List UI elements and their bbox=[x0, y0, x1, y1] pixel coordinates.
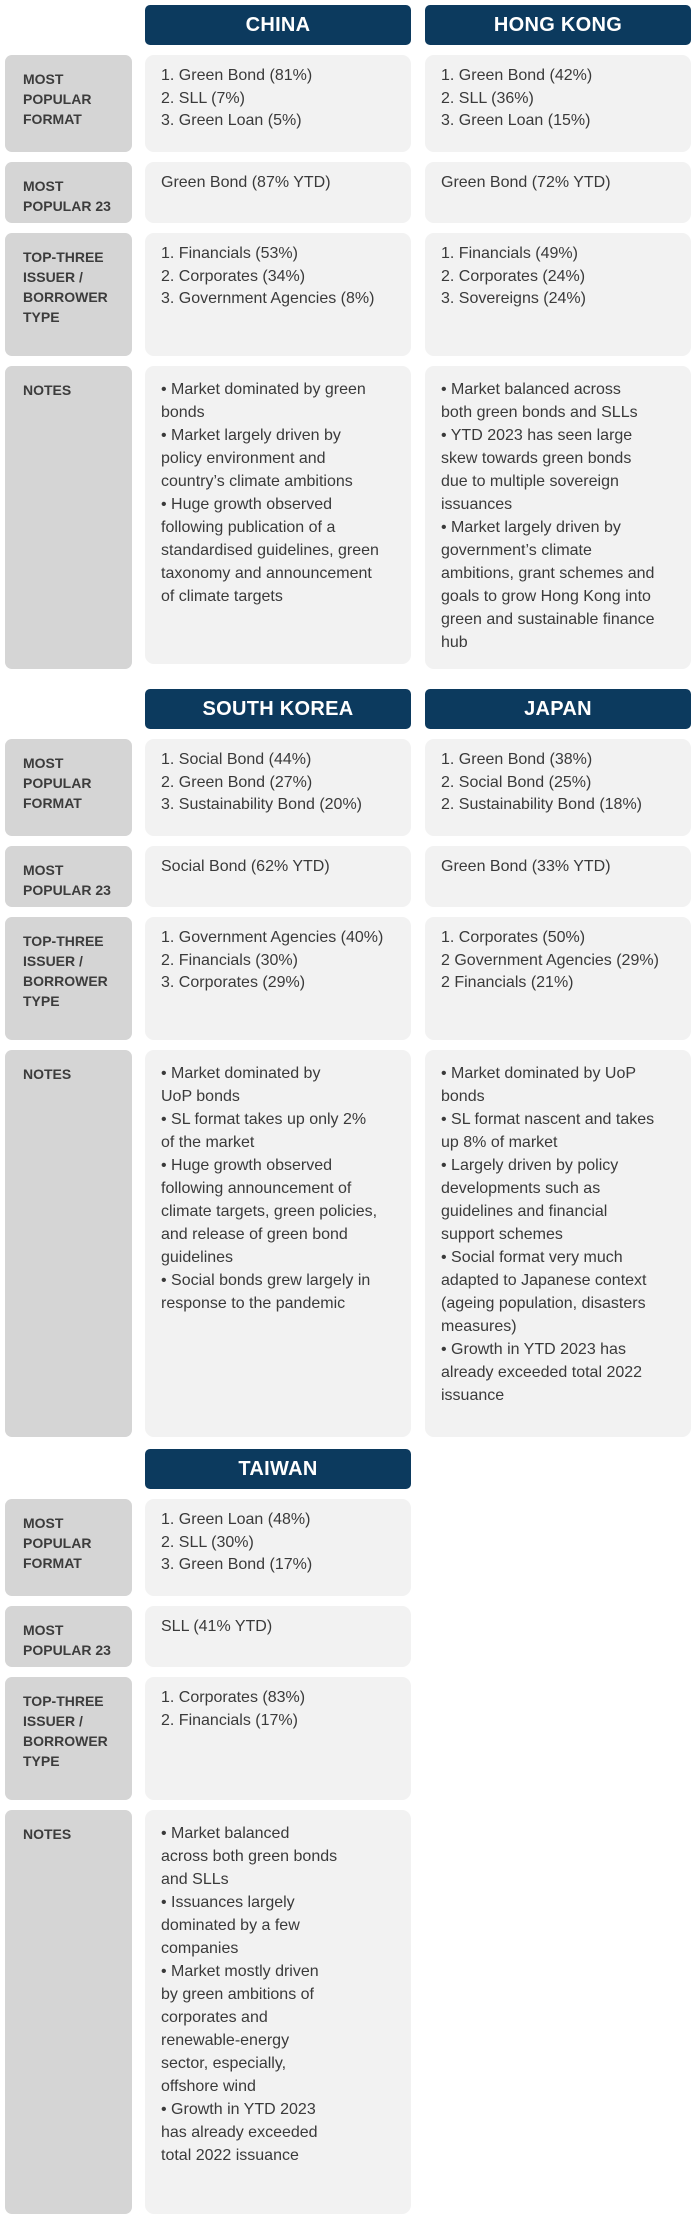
cell-text-line: Green Bond (33% YTD) bbox=[441, 858, 611, 875]
row-label-line: TYPE bbox=[23, 1753, 60, 1769]
cell-text-line: 3. Corporates (29%) bbox=[161, 974, 306, 991]
cell-text-line: • YTD 2023 has seen large bbox=[441, 427, 633, 444]
label-top-three-issuer bbox=[5, 1677, 132, 1800]
header-japan: JAPAN bbox=[425, 689, 691, 729]
japan-format-cell bbox=[425, 739, 691, 836]
cell-text-line: • Issuances largely bbox=[161, 1894, 295, 1911]
label-notes bbox=[5, 1810, 132, 2214]
hong-kong-popular23-cell bbox=[425, 162, 691, 223]
cell-text-line: goals to grow Hong Kong into bbox=[441, 588, 651, 605]
hong-kong-format-cell bbox=[425, 55, 691, 152]
south-korea-popular23-cell bbox=[145, 846, 411, 907]
taiwan-issuer-cell bbox=[145, 1677, 411, 1800]
row-label-line: ISSUER / bbox=[23, 269, 83, 285]
cell-text-line: skew towards green bonds bbox=[441, 450, 632, 467]
row-label-line: BORROWER bbox=[23, 973, 108, 989]
header-taiwan: TAIWAN bbox=[145, 1449, 411, 1489]
hong-kong-issuer-cell bbox=[425, 233, 691, 356]
cell-text-line: adapted to Japanese context bbox=[441, 1272, 647, 1289]
cell-text-line: 1. Financials (53%) bbox=[161, 245, 298, 262]
cell-text-line: 2. Social Bond (25%) bbox=[441, 773, 592, 791]
cell-text-line: has already exceeded bbox=[161, 2124, 318, 2141]
cell-text-line: guidelines bbox=[161, 1249, 234, 1266]
cell-text-line: bonds bbox=[161, 404, 205, 421]
row-label-line: FORMAT bbox=[23, 795, 82, 811]
row-label-line: TOP-THREE bbox=[23, 249, 104, 265]
cell-text-line: response to the pandemic bbox=[161, 1295, 346, 1312]
cell-text-line: policy environment and bbox=[161, 450, 326, 467]
header-china: CHINA bbox=[145, 5, 411, 45]
cell-text-line: issuance bbox=[441, 1387, 505, 1404]
cell-text-line: 3. Government Agencies (8%) bbox=[161, 290, 375, 307]
cell-text-line: due to multiple sovereign bbox=[441, 473, 619, 490]
cell-text-line: offshore wind bbox=[161, 2078, 256, 2095]
row-label-line: MOST bbox=[23, 1622, 64, 1638]
hong-kong-notes-cell bbox=[425, 366, 691, 669]
cell-text-line: issuances bbox=[441, 496, 513, 513]
row-label-line: POPULAR 23 bbox=[23, 1642, 111, 1658]
row-label-line: FORMAT bbox=[23, 111, 82, 127]
cell-text-line: of climate targets bbox=[161, 588, 283, 605]
cell-text-line: 1. Financials (49%) bbox=[441, 245, 578, 262]
row-label-line: POPULAR bbox=[23, 775, 92, 791]
cell-text-line: taxonomy and announcement bbox=[161, 565, 372, 582]
label-top-three-issuer bbox=[5, 233, 132, 356]
cell-text-line: following publication of a bbox=[161, 519, 336, 536]
cell-text-line: Green Bond (72% YTD) bbox=[441, 174, 611, 191]
cell-text-line: 1. Green Bond (81%) bbox=[161, 67, 313, 84]
cell-text-line: 2. Sustainability Bond (18%) bbox=[441, 796, 642, 813]
cell-text-line: • Market dominated by bbox=[161, 1065, 321, 1082]
cell-text-line: 1. Government Agencies (40%) bbox=[161, 929, 384, 946]
row-label-line: TOP-THREE bbox=[23, 1693, 104, 1709]
cell-text-line: 3. Sustainability Bond (20%) bbox=[161, 796, 362, 813]
cell-text-line: (ageing population, disasters bbox=[441, 1295, 646, 1312]
cell-text-line: • Huge growth observed bbox=[161, 1157, 333, 1174]
china-issuer-cell bbox=[145, 233, 411, 356]
taiwan-notes-cell bbox=[145, 1810, 411, 2214]
taiwan-format-cell bbox=[145, 1499, 411, 1596]
row-label-line: ISSUER / bbox=[23, 953, 83, 969]
cell-text-line: up 8% of market bbox=[441, 1134, 558, 1151]
cell-text-line: • Market largely driven by bbox=[441, 519, 621, 536]
row-label-line: POPULAR bbox=[23, 91, 92, 107]
row-label-line: TYPE bbox=[23, 993, 60, 1009]
south-korea-issuer-cell bbox=[145, 917, 411, 1040]
row-label-line: TOP-THREE bbox=[23, 933, 104, 949]
cell-text-line: 2. Financials (17%) bbox=[161, 1711, 298, 1729]
cell-text-line: • Market mostly driven bbox=[161, 1963, 319, 1980]
header-south-korea: SOUTH KOREA bbox=[145, 689, 411, 729]
cell-text-line: following announcement of bbox=[161, 1180, 352, 1197]
japan-issuer-cell bbox=[425, 917, 691, 1040]
row-label-line: MOST bbox=[23, 862, 64, 878]
cell-text-line: 1. Corporates (83%) bbox=[161, 1689, 306, 1706]
cell-text-line: • SL format takes up only 2% bbox=[161, 1111, 367, 1128]
cell-text-line: standardised guidelines, green bbox=[161, 542, 379, 559]
china-popular23-cell bbox=[145, 162, 411, 223]
cell-text-line: 2 Financials (21%) bbox=[441, 974, 574, 991]
label-most-popular-23 bbox=[5, 1606, 132, 1667]
row-label-line: BORROWER bbox=[23, 289, 108, 305]
cell-text-line: 2. Financials (30%) bbox=[161, 951, 298, 969]
cell-text-line: 2. Corporates (24%) bbox=[441, 267, 586, 285]
cell-text-line: • Market dominated by green bbox=[161, 381, 366, 398]
cell-text-line: 1. Green Bond (42%) bbox=[441, 67, 593, 84]
cell-text-line: • Social format very much bbox=[441, 1249, 623, 1266]
south-korea-format-cell bbox=[145, 739, 411, 836]
cell-text-line: guidelines and financial bbox=[441, 1203, 608, 1220]
cell-text-line: dominated by a few bbox=[161, 1917, 300, 1934]
china-notes-cell bbox=[145, 366, 411, 664]
cell-text-line: 2. SLL (30%) bbox=[161, 1533, 254, 1551]
label-notes bbox=[5, 1050, 132, 1437]
japan-notes-cell bbox=[425, 1050, 691, 1437]
cell-text-line: corporates and bbox=[161, 2009, 268, 2026]
row-label-line: NOTES bbox=[23, 1826, 72, 1842]
cell-text-line: bonds bbox=[441, 1088, 485, 1105]
cell-text-line: 1. Green Bond (38%) bbox=[441, 751, 593, 768]
row-label-line: FORMAT bbox=[23, 1555, 82, 1571]
cell-text-line: • Market largely driven by bbox=[161, 427, 341, 444]
cell-text-line: renewable-energy bbox=[161, 2032, 290, 2049]
cell-text-line: 2 Government Agencies (29%) bbox=[441, 951, 659, 969]
cell-text-line: climate targets, green policies, bbox=[161, 1203, 378, 1220]
cell-text-line: 3. Green Loan (15%) bbox=[441, 112, 591, 129]
label-notes bbox=[5, 366, 132, 669]
cell-text-line: • Market balanced bbox=[161, 1825, 290, 1842]
label-most-popular-format bbox=[5, 55, 132, 152]
cell-text-line: and release of green bond bbox=[161, 1226, 348, 1243]
cell-text-line: • Market dominated by UoP bbox=[441, 1065, 637, 1082]
row-label-line: NOTES bbox=[23, 382, 72, 398]
row-label-line: MOST bbox=[23, 1515, 64, 1531]
cell-text-line: companies bbox=[161, 1940, 239, 1957]
cell-text-line: and SLLs bbox=[161, 1871, 229, 1888]
cell-text-line: hub bbox=[441, 634, 468, 651]
cell-text-line: Green Bond (87% YTD) bbox=[161, 174, 331, 191]
cell-text-line: total 2022 issuance bbox=[161, 2147, 299, 2164]
cell-text-line: across both green bonds bbox=[161, 1848, 338, 1865]
cell-text-line: 1. Corporates (50%) bbox=[441, 929, 586, 946]
cell-text-line: of the market bbox=[161, 1134, 255, 1151]
cell-text-line: country’s climate ambitions bbox=[161, 473, 353, 490]
cell-text-line: 2. SLL (7%) bbox=[161, 89, 245, 107]
cell-text-line: government’s climate bbox=[441, 542, 592, 559]
label-most-popular-format bbox=[5, 739, 132, 836]
cell-text-line: developments such as bbox=[441, 1180, 601, 1197]
cell-text-line: 3. Sovereigns (24%) bbox=[441, 290, 586, 307]
cell-text-line: • Huge growth observed bbox=[161, 496, 333, 513]
row-label-line: MOST bbox=[23, 178, 64, 194]
cell-text-line: by green ambitions of bbox=[161, 1986, 314, 2003]
row-label-line: MOST bbox=[23, 71, 64, 87]
row-label-line: ISSUER / bbox=[23, 1713, 83, 1729]
cell-text-line: 3. Green Bond (17%) bbox=[161, 1556, 313, 1573]
south-korea-notes-cell bbox=[145, 1050, 411, 1437]
cell-text-line: • Social bonds grew largely in bbox=[161, 1272, 371, 1289]
cell-text-line: Social Bond (62% YTD) bbox=[161, 858, 330, 875]
cell-text-line: 1. Social Bond (44%) bbox=[161, 751, 312, 768]
cell-text-line: already exceeded total 2022 bbox=[441, 1364, 643, 1381]
cell-text-line: UoP bonds bbox=[161, 1088, 240, 1105]
cell-text-line: support schemes bbox=[441, 1226, 563, 1243]
row-label-line: POPULAR 23 bbox=[23, 198, 111, 214]
row-label-line: POPULAR bbox=[23, 1535, 92, 1551]
cell-text-line: 1. Green Loan (48%) bbox=[161, 1511, 311, 1528]
row-label-line: NOTES bbox=[23, 1066, 72, 1082]
header-hong-kong: HONG KONG bbox=[425, 5, 691, 45]
row-label-line: BORROWER bbox=[23, 1733, 108, 1749]
china-format-cell bbox=[145, 55, 411, 152]
cell-text-line: SLL (41% YTD) bbox=[161, 1618, 273, 1635]
taiwan-popular23-cell bbox=[145, 1606, 411, 1667]
row-label-line: TYPE bbox=[23, 309, 60, 325]
cell-text-line: • Market balanced across bbox=[441, 381, 621, 398]
cell-text-line: sector, especially, bbox=[161, 2055, 287, 2072]
label-top-three-issuer bbox=[5, 917, 132, 1040]
japan-popular23-cell bbox=[425, 846, 691, 907]
cell-text-line: 2. Green Bond (27%) bbox=[161, 773, 313, 791]
label-most-popular-23 bbox=[5, 846, 132, 907]
cell-text-line: green and sustainable finance bbox=[441, 611, 655, 628]
cell-text-line: • Growth in YTD 2023 has bbox=[441, 1341, 626, 1358]
cell-text-line: • Growth in YTD 2023 bbox=[161, 2101, 316, 2118]
row-label-line: POPULAR 23 bbox=[23, 882, 111, 898]
cell-text-line: measures) bbox=[441, 1318, 517, 1335]
row-label-line: MOST bbox=[23, 755, 64, 771]
cell-text-line: 2. Corporates (34%) bbox=[161, 267, 306, 285]
cell-text-line: • SL format nascent and takes bbox=[441, 1111, 655, 1128]
cell-text-line: both green bonds and SLLs bbox=[441, 404, 638, 421]
cell-text-line: 2. SLL (36%) bbox=[441, 89, 534, 107]
label-most-popular-23 bbox=[5, 162, 132, 223]
cell-text-line: • Largely driven by policy bbox=[441, 1157, 619, 1174]
label-most-popular-format bbox=[5, 1499, 132, 1596]
cell-text-line: ambitions, grant schemes and bbox=[441, 565, 655, 582]
cell-text-line: 3. Green Loan (5%) bbox=[161, 112, 302, 129]
